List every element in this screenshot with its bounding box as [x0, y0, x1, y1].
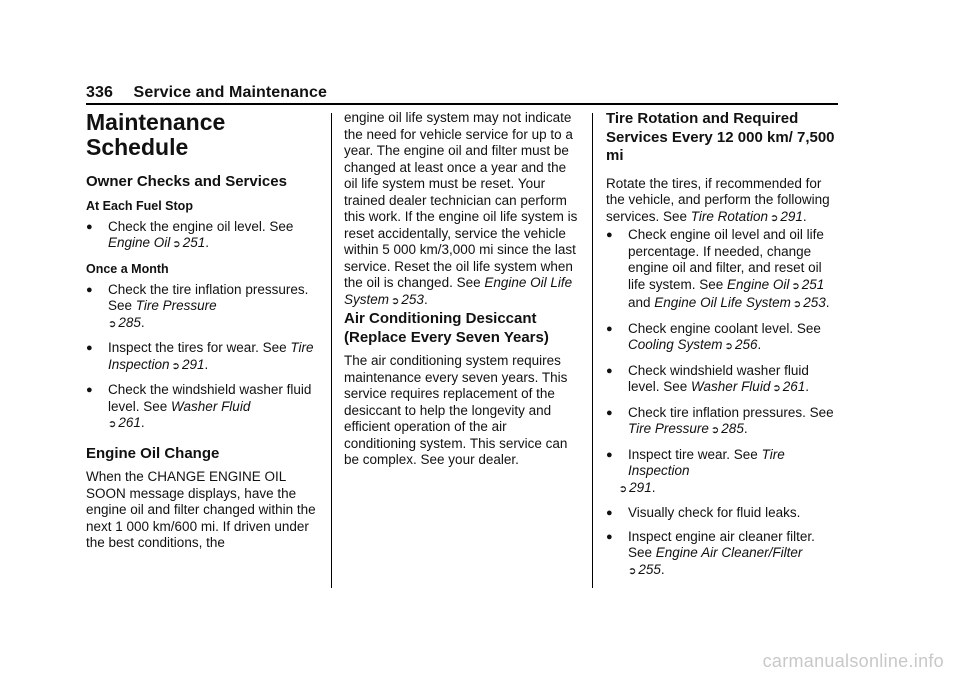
month-heading: Once a Month [86, 261, 169, 276]
page-ref[interactable]: 253 [803, 295, 826, 310]
page-arrow-icon: ➲ [710, 425, 720, 436]
list-item [606, 321, 840, 356]
list-item-text: Check engine oil level and oil life percentage. If needed, change engine oil and filter, and reset oil life system. See [628, 227, 824, 292]
page-ref[interactable]: 291 [629, 479, 652, 495]
list-item-text: Check the windshield washer fluid level. See [108, 382, 312, 414]
cross-reference-link[interactable]: Tire Inspection [628, 446, 785, 478]
page-arrow-icon: ➲ [618, 483, 628, 495]
list-item-text: Inspect tire wear. See [628, 446, 762, 462]
cross-reference-link[interactable]: Washer Fluid [691, 379, 771, 394]
list-item [606, 363, 840, 398]
punctuation: . [205, 235, 209, 250]
page-ref[interactable]: 285 [118, 314, 141, 330]
list-item-text: Check windshield washer fluid level. See [628, 362, 809, 394]
page-arrow-icon: ➲ [391, 295, 400, 307]
oil-continued-body: engine oil life system may not indicate the need for vehicle service for up to a year. The engine oil and filter must be changed at least once a year and the oil life system must be reset. Your trained dealer technician can perform this work. If the engine oil life system is reset accidentally, service the vehicle within 5 000 km/3,000 mi since the last service. Reset the oil life system when the oil is changed. See [344, 110, 578, 290]
cross-reference-link[interactable]: Engine Oil [108, 235, 171, 250]
column-3 [606, 110, 840, 587]
cross-reference-link[interactable]: Tire Rotation [690, 208, 768, 224]
list-item-text: Check the tire inflation pressures. See [108, 281, 309, 313]
punctuation: . [651, 479, 656, 495]
oil-change-heading: Engine Oil Change [86, 444, 220, 462]
list-item-text: Check engine coolant level. See [628, 320, 821, 336]
list-item-text: Check the engine oil level. See [108, 218, 294, 234]
column-2 [344, 110, 580, 469]
punctuation: . [825, 295, 830, 310]
bullet-icon: ● [86, 384, 93, 396]
bullet-icon: ● [606, 364, 613, 377]
page-ref[interactable]: 253 [401, 291, 424, 307]
cross-reference-link[interactable]: Tire Inspection [108, 340, 314, 372]
list-item [606, 405, 840, 440]
page-ref[interactable]: 261 [118, 415, 141, 430]
page-ref[interactable]: 251 [182, 235, 206, 250]
page-arrow-icon: ➲ [108, 419, 117, 430]
conjunction: and [628, 295, 655, 310]
list-item-text: Check tire inflation pressures. See [628, 404, 834, 420]
punctuation: . [140, 314, 145, 330]
cross-reference-link[interactable]: Tire Pressure [135, 298, 217, 313]
page-ref[interactable]: 255 [638, 561, 661, 577]
punctuation: . [743, 421, 748, 436]
bullet-icon: ● [606, 507, 613, 519]
tire-rotation-text: Rotate the tires, if recommended for the vehicle, and perform the following services. See Tire Rotation ➲ 291. [606, 175, 830, 224]
list-item [86, 382, 318, 434]
page-ref[interactable]: 261 [782, 379, 806, 394]
bullet-icon: ● [606, 322, 613, 335]
bullet-icon: ● [606, 530, 613, 543]
cross-reference-link[interactable]: Washer Fluid [171, 398, 251, 414]
page-arrow-icon: ➲ [628, 565, 637, 577]
watermark: carmanualsonline.info [762, 651, 944, 671]
column-divider-2 [592, 113, 593, 588]
list-item [606, 505, 840, 522]
page-arrow-icon: ➲ [791, 280, 800, 292]
fuel-stop-heading: At Each Fuel Stop [86, 198, 193, 213]
page-number: 336 [86, 84, 113, 101]
page-ref[interactable]: 291 [181, 356, 205, 372]
page-arrow-icon: ➲ [772, 383, 781, 394]
oil-continued-text: engine oil life system may not indicate the need for vehicle service for up to a year. The engine oil and filter must be changed at least once a year and the oil life system must be reset. Your trained dealer technician can perform this work. If the engine oil life system is reset accidentally, service the vehicle within 5 000 km/3,000 mi since the last service. Reset the oil life system when the oil is changed. See Engine Oil Life System ➲ 253. [344, 110, 578, 307]
cross-reference-link[interactable]: Tire Pressure [628, 421, 709, 436]
page-header [86, 84, 327, 102]
punctuation: . [204, 356, 209, 372]
owner-checks-heading: Owner Checks and Services [86, 173, 287, 190]
cross-reference-link[interactable]: Engine Air Cleaner/Filter [655, 545, 803, 560]
list-item [606, 447, 840, 499]
column-divider-1 [331, 113, 332, 588]
page-title: Maintenance Schedule [86, 109, 226, 160]
bullet-icon: ● [606, 406, 613, 419]
list-item [606, 529, 840, 581]
header-rule [86, 103, 838, 105]
list-item [86, 219, 318, 254]
page-arrow-icon: ➲ [171, 360, 180, 372]
ac-desiccant-heading: Air Conditioning Desiccant (Replace Every Seven Years) [344, 310, 549, 346]
page-arrow-icon: ➲ [769, 212, 779, 224]
page-ref[interactable]: 291 [780, 208, 803, 224]
page-ref[interactable]: 256 [734, 337, 758, 352]
tire-rotation-body: Rotate the tires, if recommended for the vehicle, and perform the following services. See [606, 175, 830, 224]
punctuation: . [140, 415, 145, 430]
punctuation: . [757, 337, 762, 352]
page-ref[interactable]: 251 [801, 276, 825, 292]
list-item-text: Inspect engine air cleaner filter. See [628, 528, 815, 560]
page-arrow-icon: ➲ [724, 341, 733, 352]
bullet-icon: ● [86, 342, 93, 354]
cross-reference-link[interactable]: Engine Oil [727, 276, 790, 292]
column-1 [86, 110, 318, 552]
punctuation: . [805, 379, 810, 394]
cross-reference-link[interactable]: Cooling System [628, 337, 723, 352]
cross-reference-link[interactable]: Engine Oil Life System [654, 295, 791, 310]
oil-change-text: When the CHANGE ENGINE OIL SOON message displays, have the engine oil and filter changed within the next 1 000 km/600 mi. If driven under the best conditions, the [86, 469, 316, 550]
bullet-icon: ● [86, 220, 93, 233]
page-arrow-icon: ➲ [792, 299, 802, 310]
list-item [86, 340, 318, 375]
section-title: Service and Maintenance [133, 84, 328, 101]
bullet-icon: ● [86, 283, 93, 296]
page-ref[interactable]: 285 [721, 421, 744, 436]
list-item [86, 282, 318, 334]
tire-rotation-heading: Tire Rotation and Required Services Every 12 000 km/ 7,500 mi [606, 110, 835, 164]
list-item-text: Visually check for fluid leaks. [628, 505, 801, 520]
cross-reference-link[interactable]: Engine Oil Life System [344, 275, 573, 307]
list-item-text: Inspect the tires for wear. See [108, 340, 291, 355]
page-arrow-icon: ➲ [108, 318, 117, 330]
punctuation: . [660, 561, 665, 577]
page-arrow-icon: ➲ [172, 239, 181, 250]
ac-desiccant-text: The air conditioning system requires maintenance every seven years. This service requires replacement of the desiccant to help the longevity and efficient operation of the air conditioning system. This service can be complex. See your dealer. [344, 353, 568, 467]
list-item [606, 227, 840, 314]
bullet-icon: ● [606, 448, 613, 461]
bullet-icon: ● [606, 229, 613, 241]
